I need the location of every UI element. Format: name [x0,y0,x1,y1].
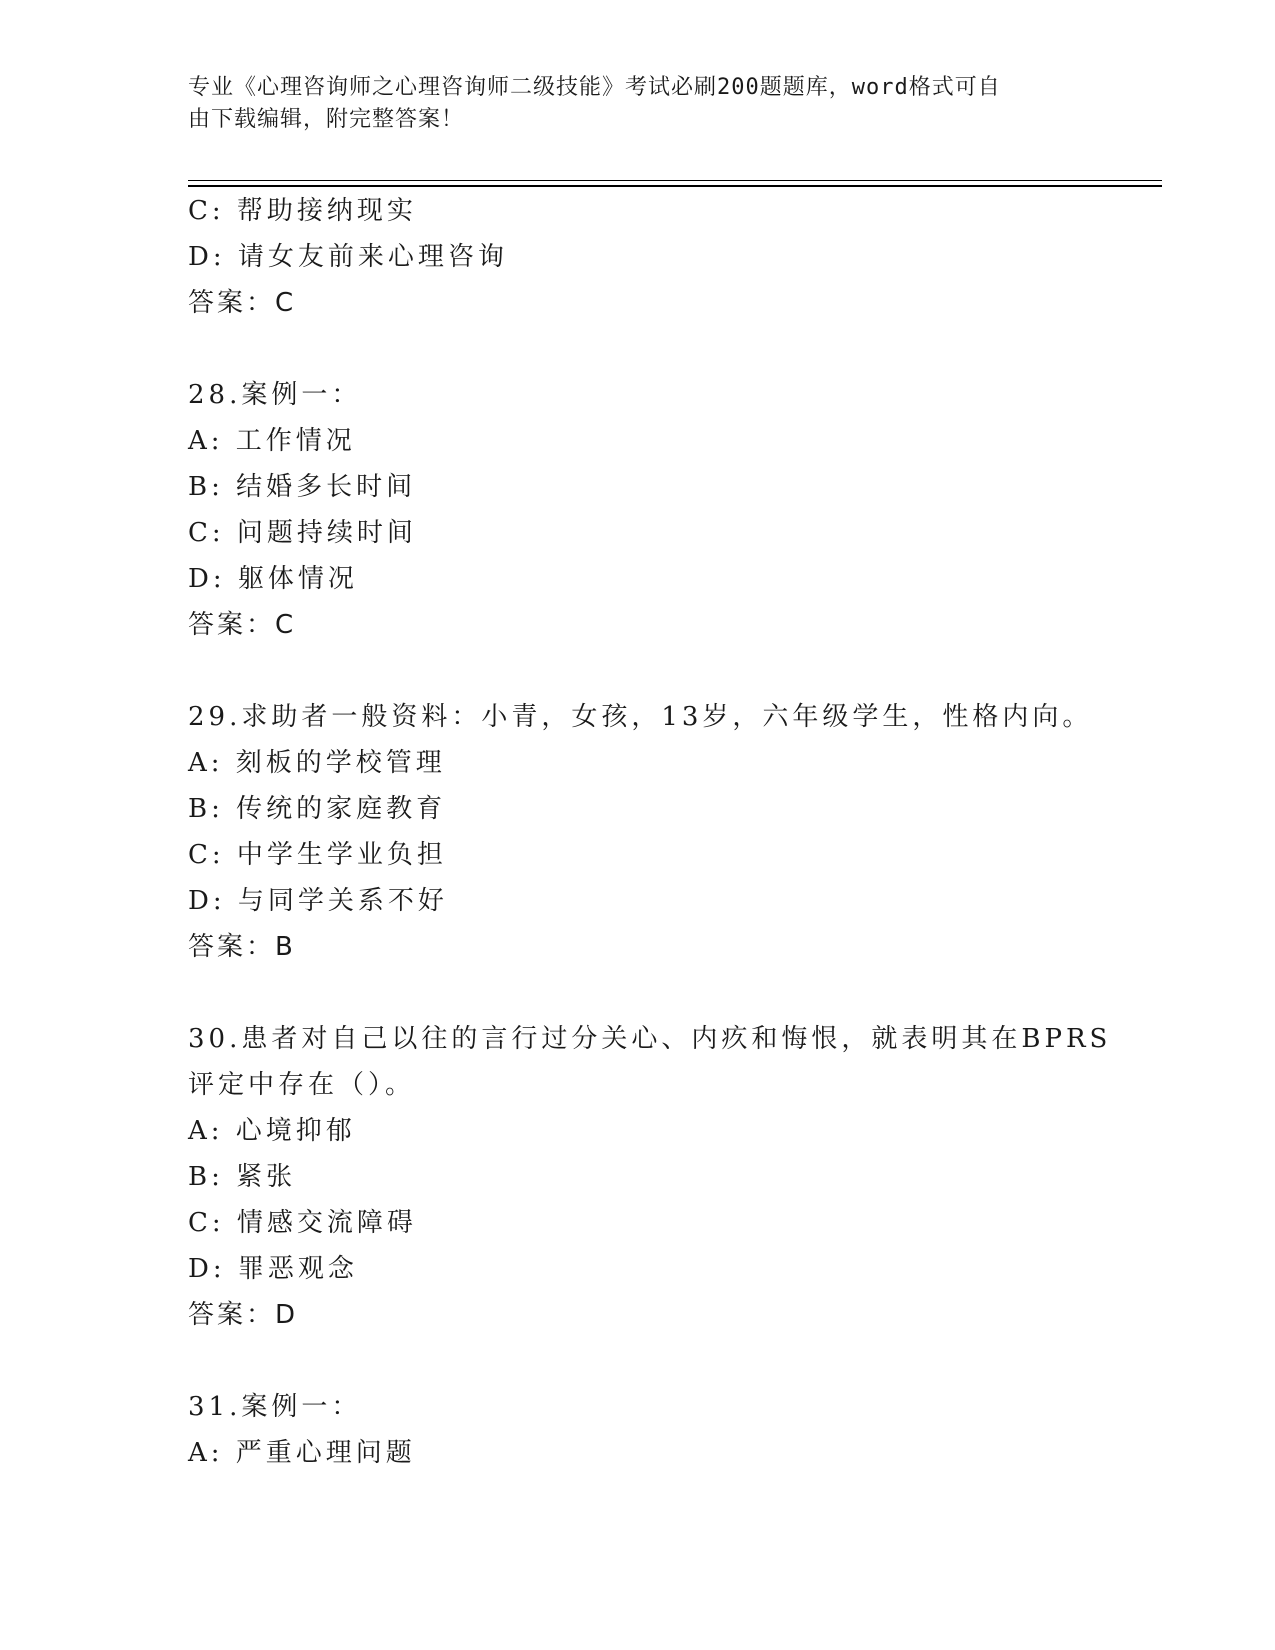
option-c: C: 情感交流障碍 [188,1208,417,1238]
option-d: D: 与同学关系不好 [188,886,448,916]
question-list [188,188,1112,1476]
question-block-28 [188,372,1088,648]
option-b: B: 传统的家庭教育 [188,794,447,824]
document-header [188,72,1068,136]
question-block-30 [188,1016,1112,1338]
question-block-29 [188,694,1093,970]
option-b: B: 紧张 [188,1162,297,1192]
answer-line: 答案：B [188,932,296,962]
answer-line: 答案：C [188,288,297,318]
question-text-line-1: 30.患者对自己以往的言行过分关心、内疚和悔恨，就表明其在BPRS [188,1024,1112,1054]
question-text-line-2: 评定中存在（）。 [188,1070,416,1100]
question-text: 28.案例一： [188,380,362,410]
header-line-2: 由下载编辑，附完整答案！ [188,107,465,132]
option-a: A: 工作情况 [188,426,356,456]
header-divider [188,180,1162,181]
option-c: C: 帮助接纳现实 [188,196,417,226]
option-d: D: 躯体情况 [188,564,358,594]
option-a: A: 刻板的学校管理 [188,748,446,778]
header-divider-thick [188,185,1162,187]
option-c: C: 中学生学业负担 [188,840,447,870]
option-d: D: 罪恶观念 [188,1254,358,1284]
option-d: D: 请女友前来心理咨询 [188,242,508,272]
question-text: 31.案例一： [188,1392,362,1422]
option-a: A: 严重心理问题 [188,1438,416,1468]
question-block-27 [188,188,1088,326]
answer-line: 答案：C [188,610,297,640]
option-a: A: 心境抑郁 [188,1116,356,1146]
answer-line: 答案：D [188,1300,299,1330]
header-line-1: 专业《心理咨询师之心理咨询师二级技能》考试必刷200题题库，word格式可自 [188,75,1001,100]
option-c: C: 问题持续时间 [188,518,417,548]
question-text: 29.求助者一般资料：小青，女孩，13岁，六年级学生，性格内向。 [188,702,1093,732]
question-block-31 [188,1384,1088,1476]
option-b: B: 结婚多长时间 [188,472,417,502]
